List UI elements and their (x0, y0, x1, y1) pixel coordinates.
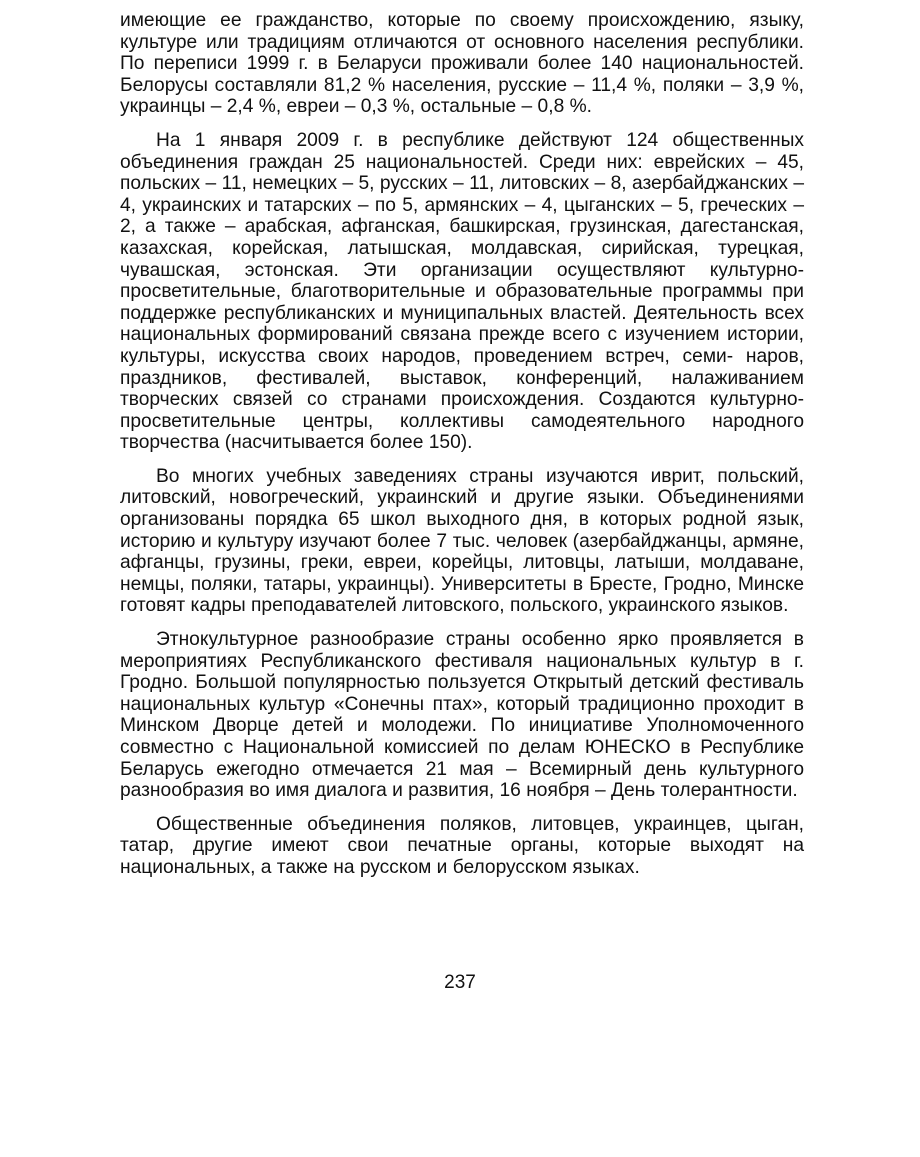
paragraph-public-associations: На 1 января 2009 г. в республике действуют 124 общественных объединения граждан 25 национальностей. Среди них: еврейских – 45, польских – 11, немецких – 5, русских – 11, литовских – 8, азербайджанских – 4, украинских и татарских – по 5, армянских – 4, цыганских – 5, греческих – 2, а также – арабская, афганская, башкирская, грузинская, дагестанская, казахская, корейская, латышская, молдавская, сирийская, турецкая, чувашская, эстонская. Эти организации осуществляют культурно-просветительные, благотворительные и образовательные программы при поддержке республиканских и муниципальных властей. Деятельность всех национальных формирований связана прежде всего с изучением истории, культуры, искусства своих народов, проведением встреч, семи- наров, праздников, фестивалей, выставок, конференций, налаживанием творческих связей со странами происхождения. Создаются культурно-просветительные центры, коллективы самодеятельного народного творчества (насчитывается более 150). (120, 129, 804, 454)
paragraph-ethnocultural-festivals: Этнокультурное разнообразие страны особенно ярко проявляется в мероприятиях Республиканского фестиваля национальных культур в г. Гродно. Большой популярностью пользуется Открытый детский фестиваль национальных культур «Сонечны птах», который традиционно проходит в Минском Дворце детей и молодежи. По инициативе Уполномоченного совместно с Национальной комиссией по делам ЮНЕСКО в Республике Беларусь ежегодно отмечается 21 мая – Всемирный день культурного разнообразия во имя диалога и развития, 16 ноября – День толерантности. (120, 629, 804, 802)
page-number: 237 (444, 972, 476, 993)
page-text-body (120, 10, 804, 891)
paragraph-population-census: имеющие ее гражданство, которые по своему происхождению, языку, культуре или традициям отличаются от основного населения республики. По переписи 1999 г. в Беларуси проживали более 140 национальностей. Белорусы составляли 81,2 % населения, русские – 11,4 %, поляки – 3,9 %, украинцы – 2,4 %, евреи – 0,3 %, остальные – 0,8 %. (120, 10, 804, 118)
paragraph-printed-media: Общественные объединения поляков, литовцев, украинцев, цыган, татар, другие имеют свои печатные органы, которые выходят на национальных, а также на русском и белорусском языках. (120, 813, 804, 878)
paragraph-languages-education: Во многих учебных заведениях страны изучаются иврит, польский, литовский, новогреческий, украинский и другие языки. Объединениями организованы порядка 65 школ выходного дня, в которых родной язык, историю и культуру изучают более 7 тыс. человек (азербайджанцы, армяне, афганцы, грузины, греки, евреи, корейцы, литовцы, латыши, молдаване, немцы, поляки, татары, украинцы). Университеты в Бресте, Гродно, Минске готовят кадры преподавателей литовского, польского, украинского языков. (120, 465, 804, 617)
